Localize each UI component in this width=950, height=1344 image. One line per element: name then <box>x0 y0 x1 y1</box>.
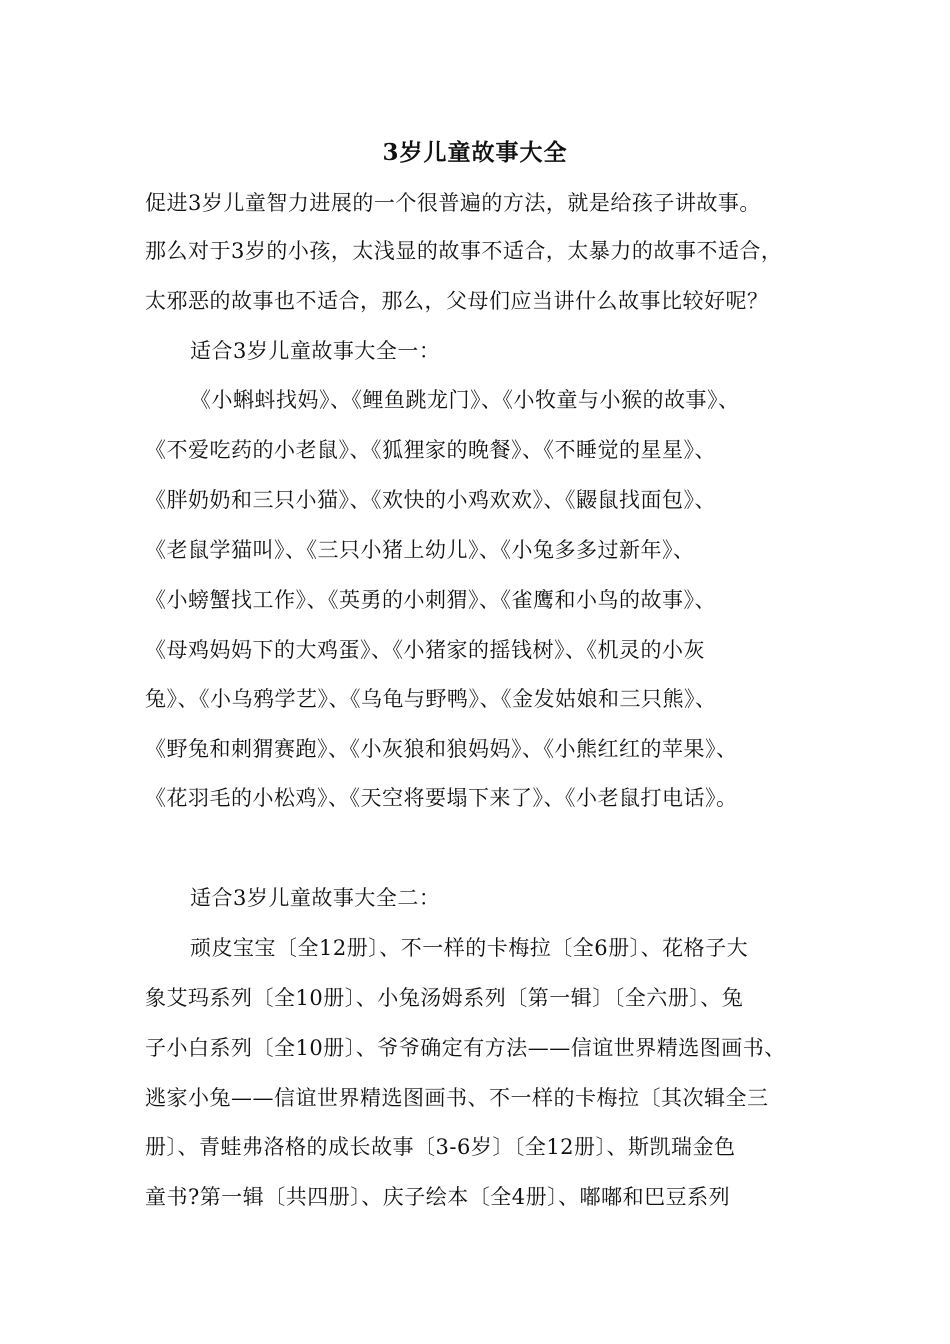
story-list-line: 《胖奶奶和三只小猫》、《欢快的小鸡欢欢》、《鼹鼠找面包》、 <box>145 488 716 512</box>
story-list-line: 《不爱吃药的小老鼠》、《狐狸家的晚餐》、《不睡觉的星星》、 <box>145 438 716 462</box>
book-list-line: 童书?第一辑〔共四册〕、庆子绘本〔全4册〕、嘟嘟和巴豆系列 <box>145 1185 731 1209</box>
section-heading-1: 适合3岁儿童故事大全一： <box>190 339 441 363</box>
story-list-line: 兔》、《小乌鸦学艺》、《乌龟与野鸭》、《金发姑娘和三只熊》、 <box>145 687 717 711</box>
section-heading-2: 适合3岁儿童故事大全二： <box>190 886 441 910</box>
book-list-line: 顽皮宝宝〔全12册〕、不一样的卡梅拉〔全6册〕、花格子大 <box>190 936 749 960</box>
story-list-line: 《老鼠学猫叫》、《三只小猪上幼儿》、《小兔多多过新年》、 <box>145 538 695 562</box>
story-list-line: 《小螃蟹找工作》、《英勇的小刺猬》、《雀鹰和小鸟的故事》、 <box>145 588 716 612</box>
paragraph-line: 那么对于3岁的小孩，太浅显的故事不适合，太暴力的故事不适合， <box>145 239 783 263</box>
document-title: 3岁儿童故事大全 <box>382 139 568 166</box>
book-list-line: 册〕、青蛙弗洛格的成长故事〔3-6岁〕〔全12册〕、斯凯瑞金色 <box>145 1135 736 1159</box>
book-list-line: 逃家小兔——信谊世界精选图画书、不一样的卡梅拉〔其次辑全三 <box>145 1086 769 1110</box>
story-list-line: 《野兔和刺猬赛跑》、《小灰狼和狼妈妈》、《小熊红红的苹果》、 <box>145 737 738 761</box>
story-list-line: 《母鸡妈妈下的大鸡蛋》、《小猪家的摇钱树》、《机灵的小灰 <box>145 638 705 662</box>
story-list-line: 《小蝌蚪找妈》、《鲤鱼跳龙门》、《小牧童与小猴的故事》、 <box>190 388 740 412</box>
book-list-line: 子小白系列〔全10册〕、爷爷确定有方法——信谊世界精选图画书、 <box>145 1036 786 1060</box>
story-list-line: 《花羽毛的小松鸡》、《天空将要塌下来了》、《小老鼠打电话》。 <box>145 786 738 810</box>
paragraph-line: 促进3岁儿童智力进展的一个很普遍的方法，就是给孩子讲故事。 <box>145 191 761 215</box>
book-list-line: 象艾玛系列〔全10册〕、小兔汤姆系列〔第一辑〕〔全六册〕、兔 <box>145 986 744 1010</box>
paragraph-line: 太邪恶的故事也不适合，那么，父母们应当讲什么故事比较好呢？ <box>145 289 769 313</box>
